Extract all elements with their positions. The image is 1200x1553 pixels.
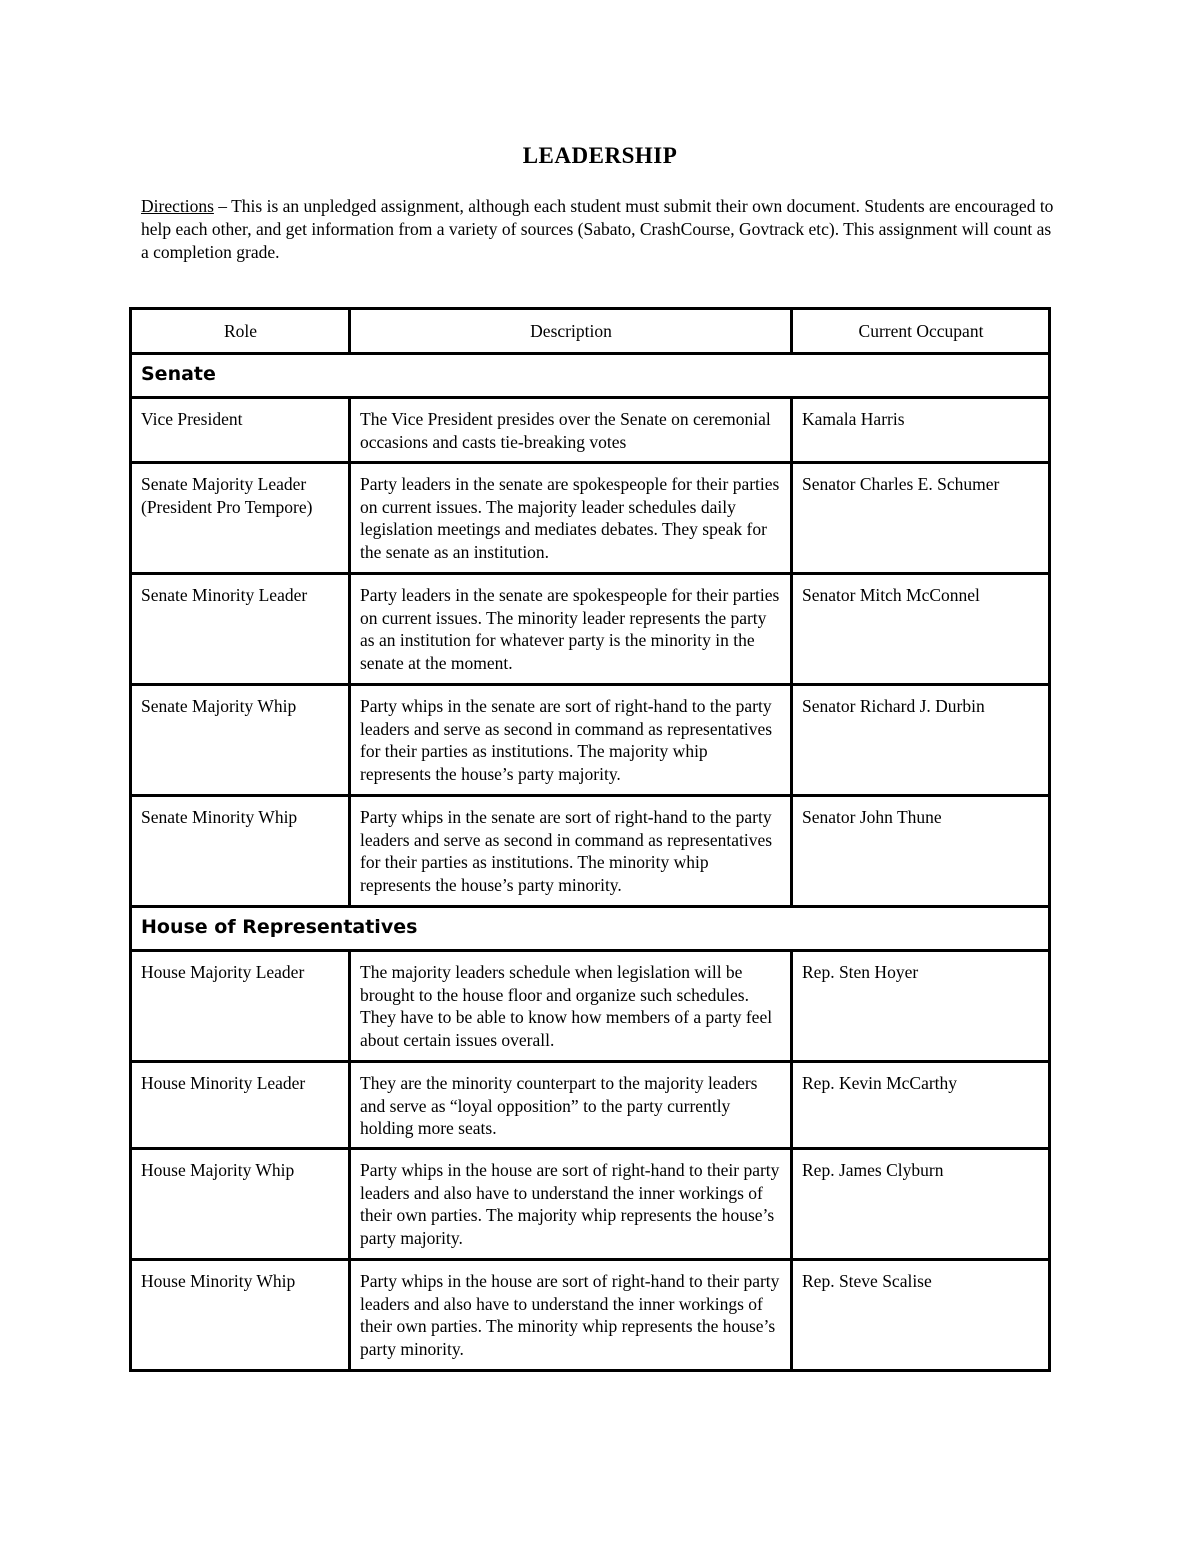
table-row [131, 398, 1050, 463]
directions-text: – This is an unpledged assignment, although each student must submit their own document. Students are encouraged to help each other, and get information from a variety of sources (Sabato, CrashCourse, Govtrack etc). This assignment will count as a completion grade. [141, 196, 1054, 262]
role-cell: Vice President [131, 398, 350, 463]
role-cell: House Majority Leader [131, 951, 350, 1062]
description-cell: Party leaders in the senate are spokespeople for their parties on current issues. The minority leader represents the party as an institution for whatever party is the minority in the senate at the moment. [350, 574, 792, 685]
occupant-cell: Rep. James Clyburn [792, 1149, 1050, 1260]
role-cell: Senate Minority Whip [131, 796, 350, 907]
section-house [131, 907, 1050, 951]
occupant-cell: Rep. Steve Scalise [792, 1260, 1050, 1371]
description-cell: Party leaders in the senate are spokespeople for their parties on current issues. The majority leader schedules daily legislation meetings and mediates debates. They speak for the senate as an institution. [350, 463, 792, 574]
table-header-row [131, 309, 1050, 354]
table-row [131, 463, 1050, 574]
section-label-house: House of Representatives [131, 907, 1050, 951]
directions-paragraph [141, 195, 1061, 264]
role-cell: House Majority Whip [131, 1149, 350, 1260]
header-current-occupant: Current Occupant [792, 309, 1050, 354]
role-cell: Senate Minority Leader [131, 574, 350, 685]
role-cell: Senate Majority Whip [131, 685, 350, 796]
header-role: Role [131, 309, 350, 354]
occupant-cell: Senator John Thune [792, 796, 1050, 907]
occupant-cell: Senator Mitch McConnel [792, 574, 1050, 685]
role-cell: Senate Majority Leader (President Pro Tempore) [131, 463, 350, 574]
directions-label: Directions [141, 196, 214, 216]
table-row [131, 1260, 1050, 1371]
occupant-cell: Senator Charles E. Schumer [792, 463, 1050, 574]
occupant-cell: Rep. Sten Hoyer [792, 951, 1050, 1062]
page-title: LEADERSHIP [522, 143, 678, 168]
occupant-cell: Senator Richard J. Durbin [792, 685, 1050, 796]
header-description: Description [350, 309, 792, 354]
description-cell: The Vice President presides over the Senate on ceremonial occasions and casts tie-breaking votes [350, 398, 792, 463]
role-cell: House Minority Leader [131, 1062, 350, 1149]
table-row [131, 685, 1050, 796]
description-cell: Party whips in the house are sort of right-hand to their party leaders and also have to understand the inner workings of their own parties. The minority whip represents the house’s party minority. [350, 1260, 792, 1371]
table-row [131, 951, 1050, 1062]
description-cell: Party whips in the senate are sort of right-hand to the party leaders and serve as second in command as representatives for their parties as institutions. The minority whip represents the house’s party minority. [350, 796, 792, 907]
description-cell: Party whips in the senate are sort of right-hand to the party leaders and serve as second in command as representatives for their parties as institutions. The majority whip represents the house’s party majority. [350, 685, 792, 796]
occupant-cell: Rep. Kevin McCarthy [792, 1062, 1050, 1149]
occupant-cell: Kamala Harris [792, 398, 1050, 463]
table-row [131, 1062, 1050, 1149]
role-cell: House Minority Whip [131, 1260, 350, 1371]
table-row [131, 1149, 1050, 1260]
table-row [131, 574, 1050, 685]
description-cell: Party whips in the house are sort of right-hand to their party leaders and also have to understand the inner workings of their own parties. The majority whip represents the house’s party majority. [350, 1149, 792, 1260]
description-cell: They are the minority counterpart to the majority leaders and serve as “loyal opposition” to the party currently holding more seats. [350, 1062, 792, 1149]
leadership-table [129, 307, 1051, 1372]
section-senate [131, 354, 1050, 398]
description-cell: The majority leaders schedule when legislation will be brought to the house floor and organize such schedules. They have to be able to know how members of a party feel about certain issues overall. [350, 951, 792, 1062]
section-label-senate: Senate [131, 354, 1050, 398]
table-row [131, 796, 1050, 907]
